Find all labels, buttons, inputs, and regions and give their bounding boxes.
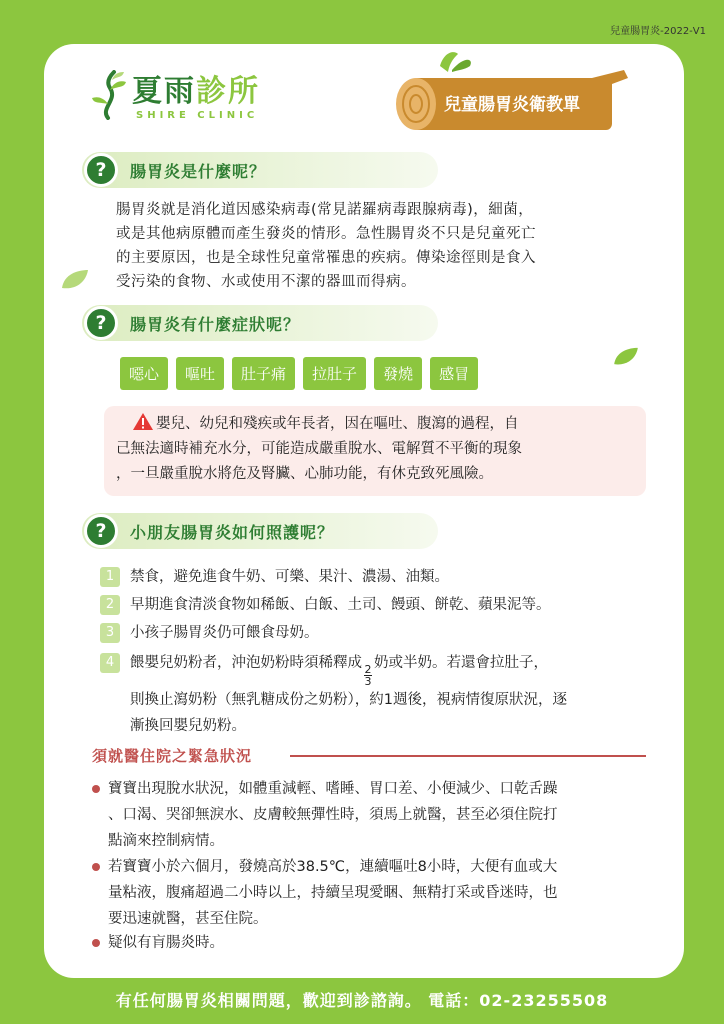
symptom-tag: 肚子痛 (232, 357, 295, 390)
emergency-title: 須就醫住院之緊急狀況 (92, 747, 253, 765)
emergency-item: 若寶寶小於六個月，發燒高於38.5℃，連續嘔吐8小時，大便有血或大 量粘液，腹痛超過二小時以上，持續呈現愛睏、無精打采或昏迷時，也 要迅速就醫，甚至住院。 (92, 854, 648, 932)
clinic-logo (90, 66, 270, 128)
section-title: 腸胃炎是什麼呢？ (130, 161, 267, 181)
version-label: 兒童腸胃炎-2022-V1 (610, 26, 706, 37)
warning-box (104, 406, 646, 496)
symptom-tags (120, 357, 478, 390)
warning-line: 嬰兒、幼兒和殘疾或年長者，因在嘔吐、腹瀉的過程，自 (116, 412, 634, 437)
emergency-item: 寶寶出現脫水狀況，如體重減輕、嗜睡、胃口差、小便減少、口乾舌躁 、口渴、哭卻無淚水、皮膚較無彈性時，須馬上就醫，甚至必須住院打 點滴來控制病情。 (92, 776, 648, 854)
section-title: 小朋友腸胃炎如何照護呢？ (130, 522, 335, 542)
step-text: 餵嬰兒奶粉者，沖泡奶粉時須稀釋成 $\frac{2}{3}$ 奶或半奶。若還會拉肚子， 則換止瀉奶粉（無乳糖成份之奶粉），約1週後，視病情復原狀況，逐 漸換回嬰兒奶粉。 (130, 655, 567, 734)
step-number: 3 (100, 623, 120, 643)
section-header-symptoms (82, 305, 438, 341)
divider (290, 755, 646, 757)
question-icon: ? (84, 306, 118, 340)
text-line: 或是其他病原體而產生發炎的情形。急性腸胃炎不只是兒童死亡 (116, 226, 536, 242)
step-number: 1 (100, 567, 120, 587)
warning-triangle-icon (132, 412, 154, 431)
logo-english: SHIRE CLINIC (136, 110, 259, 121)
logo-text-light: 診所 (196, 74, 260, 109)
text-line: 腸胃炎就是消化道因感染病毒(常見諾羅病毒跟腺病毒)，細菌， (116, 202, 534, 218)
section-title: 腸胃炎有什麼症狀呢？ (130, 314, 301, 334)
sprout-icon (90, 70, 128, 120)
warning-line: ，一旦嚴重脫水將危及腎臟、心肺功能，有休克致死風險。 (116, 466, 493, 482)
footer-contact: 有任何腸胃炎相關問題，歡迎到診諮詢。 電話：02-23255508 (115, 991, 609, 1010)
logo-text-dark: 夏雨 (132, 74, 196, 109)
symptom-tag: 拉肚子 (303, 357, 366, 390)
care-step (100, 592, 640, 618)
symptom-tag: 噁心 (120, 357, 168, 390)
symptom-tag: 感冒 (430, 357, 478, 390)
care-step (100, 620, 640, 646)
symptom-tag: 嘔吐 (176, 357, 224, 390)
step-text: 小孩子腸胃炎仍可餵食母奶。 (130, 625, 319, 641)
step-text: 早期進食清淡食物如稀飯、白飯、土司、饅頭、餅乾、蘋果泥等。 (130, 597, 551, 613)
leaf-icon (60, 268, 90, 290)
section-body (116, 198, 646, 294)
step-number: 2 (100, 595, 120, 615)
section-header-care (82, 513, 438, 549)
warning-line: 己無法適時補充水分，可能造成嚴重脫水、電解質不平衡的現象 (116, 441, 522, 457)
fraction: $\frac{2}{3}$ (364, 663, 372, 688)
question-icon: ? (84, 514, 118, 548)
step-number: 4 (100, 653, 120, 673)
text-line: 受污染的食物、水或使用不潔的器皿而得病。 (116, 274, 416, 290)
emergency-item: 疑似有肓腸炎時。 (92, 930, 648, 956)
section-header-what (82, 152, 438, 188)
question-icon: ? (84, 153, 118, 187)
care-step (100, 650, 640, 739)
leaf-icon (612, 346, 640, 366)
care-step (100, 564, 640, 590)
text-line: 的主要原因，也是全球性兒童常罹患的疾病。傳染途徑則是食入 (116, 250, 536, 266)
banner-title: 兒童腸胃炎衛教單 (444, 95, 580, 115)
step-text: 禁食，避免進食牛奶、可樂、果汁、濃湯、油類。 (130, 569, 449, 585)
title-banner (392, 48, 632, 132)
symptom-tag: 發燒 (374, 357, 422, 390)
